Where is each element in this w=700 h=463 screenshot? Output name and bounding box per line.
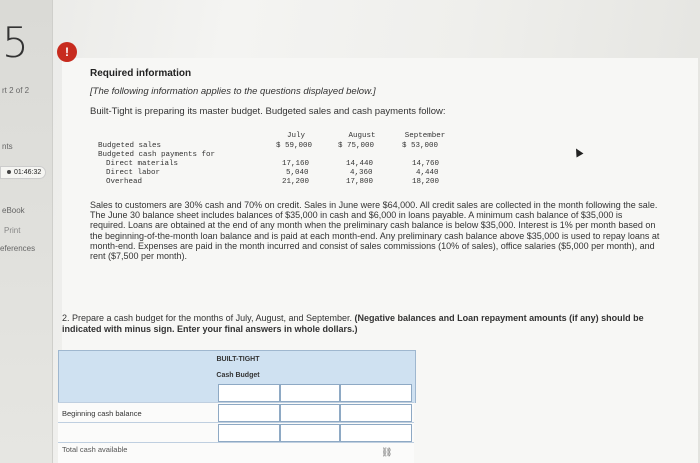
col-august: August bbox=[348, 132, 376, 140]
col-september: September bbox=[404, 132, 446, 140]
cell: 5,040 bbox=[286, 169, 309, 177]
table-row bbox=[58, 442, 414, 463]
alert-icon: ! bbox=[57, 42, 77, 62]
cell: 17,160 bbox=[282, 160, 310, 168]
cell: 14,760 bbox=[412, 160, 440, 168]
budget-table bbox=[90, 126, 464, 194]
cell: $ 53,000 bbox=[402, 142, 439, 150]
august-input[interactable] bbox=[280, 404, 340, 422]
part-label: rt 2 of 2 bbox=[2, 86, 30, 95]
row-label: Budgeted sales bbox=[98, 142, 162, 150]
timer-value: 01:46:32 bbox=[14, 169, 42, 176]
question-instructions: (Negative balances and Loan repayment amounts (if any) should be indicated with minus sign. Enter your final answers in whole dollars.) bbox=[62, 313, 644, 334]
row-label: Overhead bbox=[106, 178, 143, 186]
row-label: Direct materials bbox=[106, 160, 179, 168]
intro-text: Built-Tight is preparing its master budget. Budgeted sales and cash payments follow: bbox=[90, 106, 446, 117]
row-label: Budgeted cash payments for bbox=[98, 151, 216, 159]
cell: 21,200 bbox=[282, 178, 310, 186]
july-header-cell bbox=[218, 384, 280, 402]
sidebar bbox=[0, 0, 53, 463]
col-july: July bbox=[286, 132, 305, 140]
info-note: [The following information applies to the questions displayed below.] bbox=[90, 86, 376, 97]
cell: 4,360 bbox=[350, 169, 373, 177]
cell: 14,440 bbox=[346, 160, 374, 168]
september-header-cell bbox=[340, 384, 412, 402]
cell: 4,440 bbox=[416, 169, 439, 177]
cell: 18,200 bbox=[412, 178, 440, 186]
august-header-cell bbox=[280, 384, 340, 402]
question-text bbox=[62, 313, 682, 334]
july-input[interactable] bbox=[218, 424, 280, 442]
table-row bbox=[58, 402, 414, 423]
timer bbox=[0, 166, 46, 179]
references-link[interactable]: eferences bbox=[0, 244, 36, 253]
table-row bbox=[58, 422, 414, 443]
row-label: Beginning cash balance bbox=[62, 409, 142, 418]
clock-icon bbox=[7, 170, 11, 174]
ebook-link[interactable]: eBook bbox=[2, 206, 25, 215]
cash-budget-table bbox=[58, 350, 418, 463]
cell: $ 59,000 bbox=[276, 142, 313, 150]
august-input[interactable] bbox=[280, 424, 340, 442]
link-icon: ⛓ bbox=[381, 447, 393, 457]
cell: 17,800 bbox=[346, 178, 374, 186]
problem-paragraph: Sales to customers are 30% cash and 70% on credit. Sales in June were $64,000. All credit sales are collected in the month following the sale. The June 30 balance sheet includes balances of $35,000 in cash and $6,000 in loans payable. A minimum cash balance of $35,000 is required. Loans are obtained at the end of any month when the preliminary cash balance is below $35,000. Interest is 1% per month based on the beginning-of-the-month loan balance and is paid at each month-end. Any preliminary cash balance above $35,000 is used to repay loans at month-end. Expenses are paid in the month incurred and consist of sales commissions (10% of sales), office salaries ($5,000 per month), and rent ($7,500 per month). bbox=[90, 200, 660, 262]
cell: $ 75,000 bbox=[338, 142, 375, 150]
budget-title: Cash Budget bbox=[216, 372, 260, 379]
september-input[interactable] bbox=[340, 404, 412, 422]
september-input[interactable] bbox=[340, 424, 412, 442]
company-name: BUILT-TIGHT bbox=[216, 356, 260, 363]
question-number: 5 bbox=[2, 18, 29, 67]
row-label: Direct labor bbox=[106, 169, 161, 177]
required-info-heading: Required information bbox=[90, 68, 192, 79]
print-link[interactable]: Print bbox=[4, 226, 21, 235]
question-prompt: 2. Prepare a cash budget for the months of July, August, and September. bbox=[62, 313, 353, 323]
july-input[interactable] bbox=[218, 404, 280, 422]
points-label: nts bbox=[2, 142, 13, 151]
row-label: Total cash available bbox=[62, 445, 128, 454]
